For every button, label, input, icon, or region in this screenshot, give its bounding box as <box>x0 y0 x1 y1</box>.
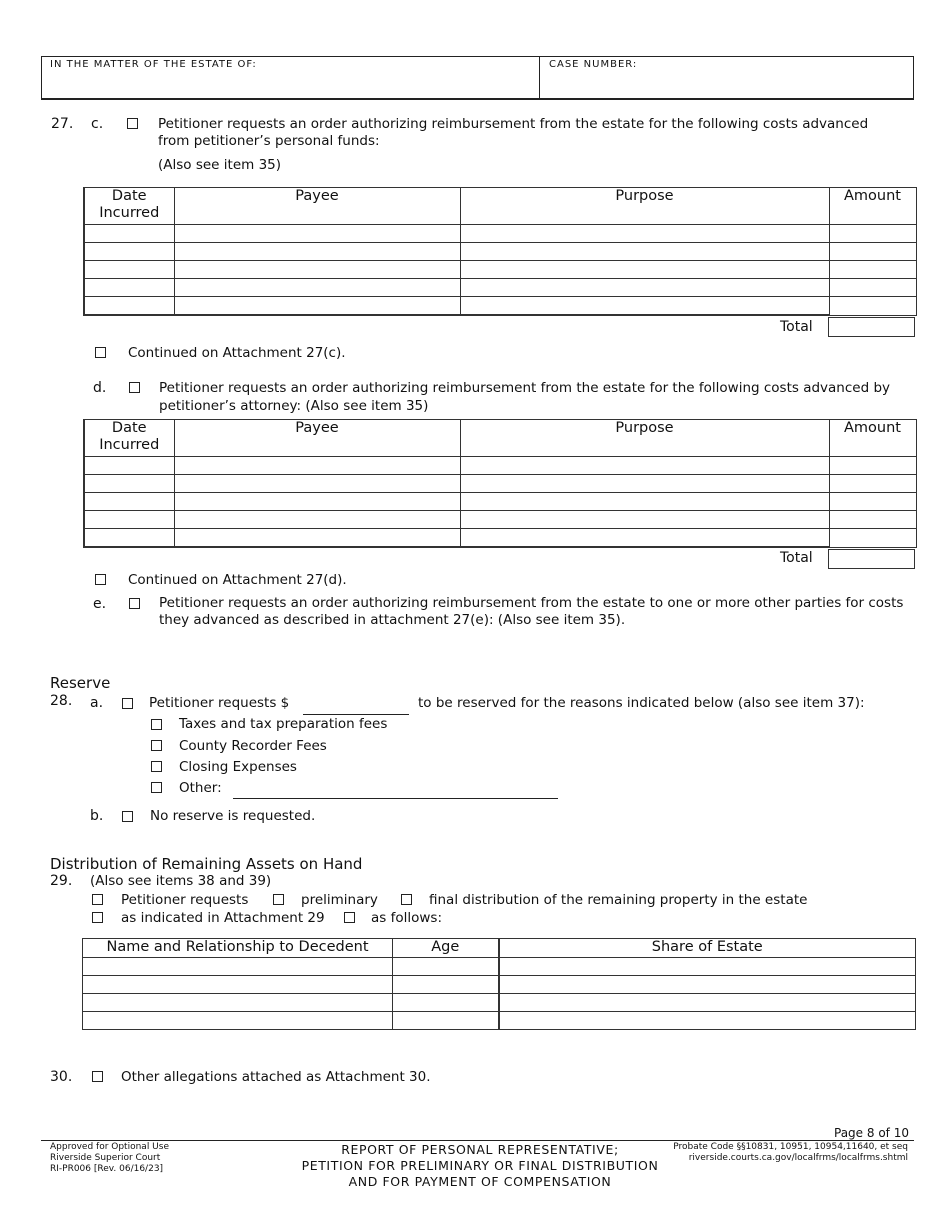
item-27d-text-line2: petitioner’s attorney: (Also see item 35) <box>159 398 429 414</box>
costs-table-27c <box>83 187 917 316</box>
item-30-text: Other allegations attached as Attachment 30. <box>121 1069 431 1085</box>
total-label-27d: Total <box>780 550 813 566</box>
footer-court: Riverside Superior Court <box>50 1153 161 1163</box>
reserve-heading: Reserve <box>50 674 111 692</box>
item-27d-text-line1: Petitioner requests an order authorizing reimbursement from the estate for the following costs advanced by <box>159 380 891 396</box>
total-field-27d[interactable] <box>828 549 915 569</box>
taxes-label: Taxes and tax preparation fees <box>179 716 388 732</box>
petitioner-requests-checkbox[interactable] <box>92 894 103 905</box>
preliminary-checkbox[interactable] <box>273 894 284 905</box>
footer-left <box>50 1142 169 1175</box>
item-28a-text-pre: Petitioner requests $ <box>149 695 290 711</box>
continued-27d-checkbox[interactable] <box>95 574 106 585</box>
item-27e-checkbox[interactable] <box>129 598 140 609</box>
column-header-share: Share of Estate <box>499 939 916 958</box>
column-header-date: Date Incurred <box>84 188 174 225</box>
item-28-number: 28. <box>50 693 73 709</box>
footer-title-line1: REPORT OF PERSONAL REPRESENTATIVE; <box>341 1142 619 1157</box>
footer-form-title <box>260 1142 700 1190</box>
item-27c-note: (Also see item 35) <box>158 157 282 173</box>
column-header-name: Name and Relationship to Decedent <box>83 939 393 958</box>
item-27c-text-line1: Petitioner requests an order authorizing reimbursement from the estate for the following costs advanced <box>158 116 869 132</box>
item-28a-text-post: to be reserved for the reasons indicated below (also see item 37): <box>418 695 865 711</box>
county-recorder-label: County Recorder Fees <box>179 738 327 754</box>
attachment-29-label: as indicated in Attachment 29 <box>121 910 325 926</box>
matter-label: IN THE MATTER OF THE ESTATE OF: <box>50 59 257 70</box>
footer-form-id: RI-PR006 [Rev. 06/16/23] <box>50 1164 164 1174</box>
caption-header <box>41 56 914 100</box>
item-28b-letter: b. <box>90 808 104 824</box>
footer-title-line3: AND FOR PAYMENT OF COMPENSATION <box>348 1174 612 1189</box>
item-28b-text: No reserve is requested. <box>150 808 316 824</box>
footer-approved: Approved for Optional Use <box>50 1142 169 1152</box>
item-27e-text-line2: they advanced as described in attachment 27(e): (Also see item 35). <box>159 612 626 628</box>
page-number: Page 8 of 10 <box>834 1126 909 1140</box>
column-header-age: Age <box>393 939 499 958</box>
item-27-number: 27. <box>51 116 74 132</box>
item-27d-letter: d. <box>93 380 107 396</box>
distribution-table <box>82 938 916 1030</box>
case-number-label: CASE NUMBER: <box>549 59 638 70</box>
table-row[interactable] <box>84 457 916 475</box>
footer-right <box>650 1142 908 1164</box>
table-row[interactable] <box>84 225 916 243</box>
attachment-29-checkbox[interactable] <box>92 912 103 923</box>
other-label: Other: <box>179 780 222 796</box>
item-27d-checkbox[interactable] <box>129 382 140 393</box>
taxes-checkbox[interactable] <box>151 719 162 730</box>
table-row[interactable] <box>83 976 916 994</box>
column-header-payee: Payee <box>174 188 460 225</box>
header-divider <box>539 57 540 98</box>
item-27e-letter: e. <box>93 596 107 612</box>
table-row[interactable] <box>83 994 916 1012</box>
table-row[interactable] <box>83 1012 916 1030</box>
table-row[interactable] <box>84 279 916 297</box>
item-27e-text-line1: Petitioner requests an order authorizing reimbursement from the estate to one or more other parties for costs <box>159 595 904 611</box>
column-header-amount: Amount <box>829 188 916 225</box>
table-row[interactable] <box>84 475 916 493</box>
item-28a-letter: a. <box>90 695 104 711</box>
item-27c-text-line2: from petitioner’s personal funds: <box>158 133 380 149</box>
footer-website: riverside.courts.ca.gov/localfrms/localfrms.shtml <box>688 1153 908 1163</box>
closing-expenses-label: Closing Expenses <box>179 759 297 775</box>
item-29-note: (Also see items 38 and 39) <box>90 873 272 889</box>
footer-title-line2: PETITION FOR PRELIMINARY OR FINAL DISTRIBUTION <box>301 1158 659 1173</box>
table-row[interactable] <box>84 493 916 511</box>
column-header-purpose: Purpose <box>460 188 829 225</box>
table-row[interactable] <box>84 261 916 279</box>
final-distribution-label: final distribution of the remaining property in the estate <box>429 892 808 908</box>
continued-27d-text: Continued on Attachment 27(d). <box>128 572 347 588</box>
item-28a-checkbox[interactable] <box>122 698 133 709</box>
item-30-checkbox[interactable] <box>92 1071 103 1082</box>
table-row[interactable] <box>84 243 916 261</box>
item-29-number: 29. <box>50 873 73 889</box>
column-header-purpose: Purpose <box>460 420 829 457</box>
table-row[interactable] <box>84 529 916 548</box>
footer-probate-code: Probate Code §§10831, 10951, 10954,11640, et seq <box>673 1142 908 1152</box>
footer-rule <box>41 1140 914 1141</box>
reserve-amount-field[interactable] <box>303 698 409 715</box>
distribution-heading: Distribution of Remaining Assets on Hand <box>50 855 363 873</box>
final-distribution-checkbox[interactable] <box>401 894 412 905</box>
continued-27c-checkbox[interactable] <box>95 347 106 358</box>
as-follows-checkbox[interactable] <box>344 912 355 923</box>
item-27c-letter: c. <box>91 116 104 132</box>
county-recorder-checkbox[interactable] <box>151 740 162 751</box>
column-header-amount: Amount <box>829 420 916 457</box>
preliminary-label: preliminary <box>301 892 378 908</box>
costs-table-27d <box>83 419 917 548</box>
other-reason-field[interactable] <box>233 782 558 799</box>
petitioner-requests-label: Petitioner requests <box>121 892 249 908</box>
closing-expenses-checkbox[interactable] <box>151 761 162 772</box>
item-28b-checkbox[interactable] <box>122 811 133 822</box>
column-header-payee: Payee <box>174 420 460 457</box>
table-row[interactable] <box>84 511 916 529</box>
continued-27c-text: Continued on Attachment 27(c). <box>128 345 346 361</box>
table-row[interactable] <box>83 958 916 976</box>
column-header-date: Date Incurred <box>84 420 174 457</box>
item-27c-checkbox[interactable] <box>127 118 138 129</box>
as-follows-label: as follows: <box>371 910 442 926</box>
other-checkbox[interactable] <box>151 782 162 793</box>
item-30-number: 30. <box>50 1069 73 1085</box>
total-label-27c: Total <box>780 319 813 335</box>
table-row[interactable] <box>84 297 916 316</box>
total-field-27c[interactable] <box>828 317 915 337</box>
